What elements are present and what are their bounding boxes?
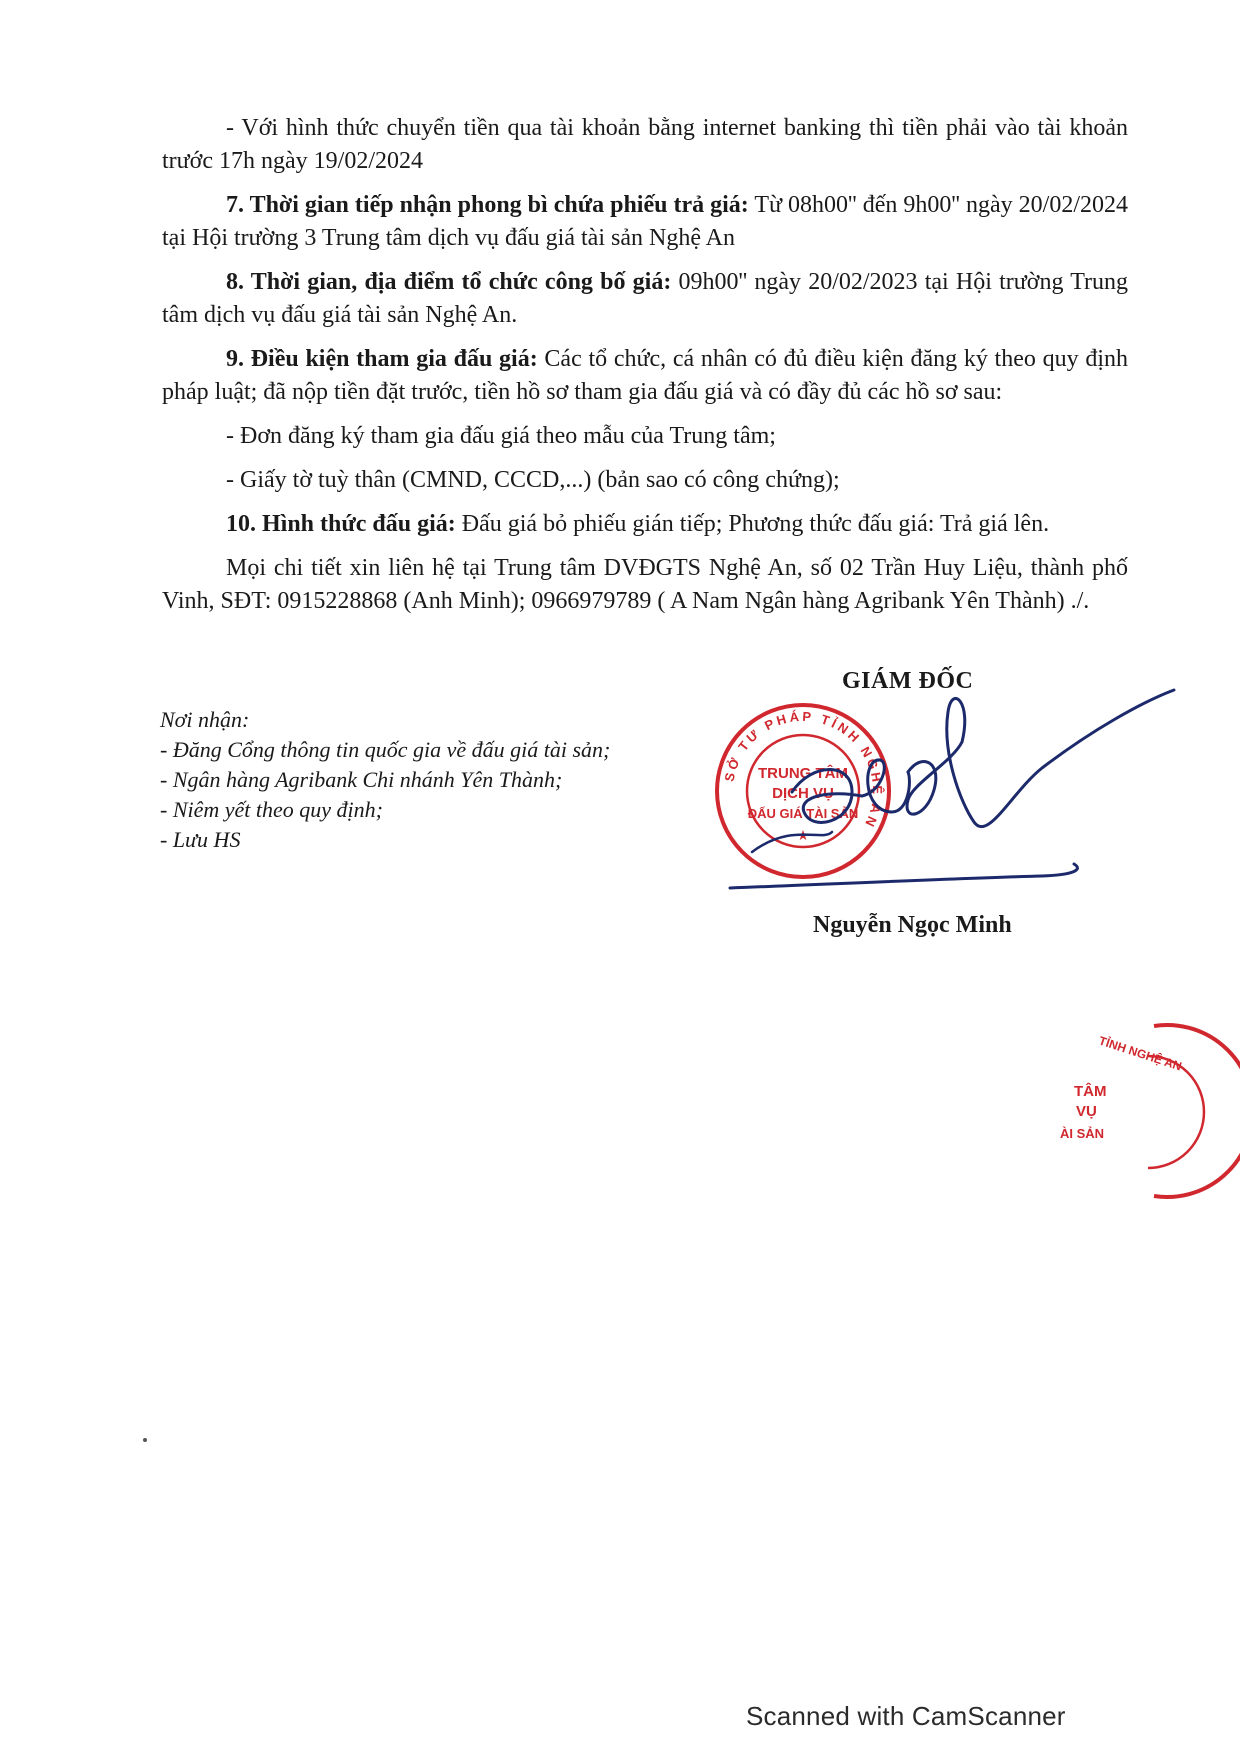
section-10-heading: 10. Hình thức đấu giá:: [226, 511, 456, 537]
section-8: [162, 266, 1128, 332]
section-7-text: Từ 08h00'' đến 9h00'' ngày 20/02/2024 tại Hội trường 3 Trung tâm dịch vụ đấu giá tài sản Nghệ An: [162, 192, 1129, 251]
recipient-item: - Niêm yết theo quy định;: [160, 797, 383, 822]
stamp-star-icon: ★: [796, 828, 810, 844]
section-9-heading: 9. Điều kiện tham gia đấu giá:: [226, 346, 538, 372]
section-10-text: Đấu giá bỏ phiếu gián tiếp; Phương thức đấu giá: Trả giá lên.: [455, 511, 1050, 537]
stamp-line-2: DỊCH VỤ: [772, 785, 834, 802]
recipient-item: - Ngân hàng Agribank Chi nhánh Yên Thành;: [160, 767, 563, 792]
scanner-watermark: Scanned with CamScanner: [746, 1701, 1066, 1731]
stamp-ring-text: SỞ TƯ PHÁP TỈNH NGHỆ AN: [721, 708, 886, 832]
partial-stamp-line-3: ÀI SẢN: [1060, 1126, 1105, 1141]
scan-speck: [143, 1438, 147, 1442]
stamp-line-1: TRUNG TÂM: [758, 765, 848, 782]
section-7-heading: 7. Thời gian tiếp nhận phong bì chứa phiếu trả giá:: [226, 192, 749, 218]
handwritten-signature: [712, 672, 1192, 902]
partial-stamp-line-2: VỤ: [1076, 1103, 1097, 1120]
recipients-heading: Nơi nhận:: [160, 707, 250, 732]
payment-deadline-text: - Với hình thức chuyển tiền qua tài khoản bằng internet banking thì tiền phải vào tài khoản trước 17h ngày 19/02/2024: [162, 115, 1128, 174]
section-10: [162, 508, 1128, 541]
recipients-block: [160, 705, 610, 855]
recipient-item: - Đăng Cổng thông tin quốc gia về đấu giá tài sản;: [160, 737, 611, 762]
payment-deadline-paragraph: [162, 112, 1128, 178]
signer-name: Nguyễn Ngọc Minh: [813, 912, 1012, 938]
recipient-item: - Lưu HS: [160, 827, 241, 852]
section-8-text: 09h00'' ngày 20/02/2023 tại Hội trường Trung tâm dịch vụ đấu giá tài sản Nghệ An.: [162, 269, 1129, 328]
document-body: [162, 112, 1128, 629]
partial-stamp-line-1: TÂM: [1074, 1083, 1107, 1100]
partial-stamp: [1060, 1010, 1240, 1210]
partial-stamp-ring-text: TỈNH NGHỆ AN: [1097, 1033, 1184, 1074]
stamp-line-3: ĐẤU GIÁ TÀI SẢN: [747, 806, 859, 821]
requirement-item-2: - Giấy tờ tuỳ thân (CMND, CCCD,...) (bản sao có công chứng);: [226, 467, 840, 493]
signer-title: GIÁM ĐỐC: [842, 668, 974, 694]
section-9: [162, 343, 1128, 409]
section-7: [162, 189, 1128, 255]
requirement-item-1: - Đơn đăng ký tham gia đấu giá theo mẫu của Trung tâm;: [226, 423, 776, 449]
section-8-heading: 8. Thời gian, địa điểm tổ chức công bố giá:: [226, 269, 672, 295]
section-9-text: Các tổ chức, cá nhân có đủ điều kiện đăng ký theo quy định pháp luật; đã nộp tiền đặt trước, tiền hồ sơ tham gia đấu giá và có đầy đủ các hồ sơ sau:: [162, 346, 1128, 405]
contact-paragraph: Mọi chi tiết xin liên hệ tại Trung tâm DVĐGTS Nghệ An, số 02 Trần Huy Liệu, thành phố Vinh, SĐT: 0915228868 (Anh Minh); 0966979789 ( A Nam Ngân hàng Agribank Yên Thành) ./.: [162, 555, 1128, 614]
